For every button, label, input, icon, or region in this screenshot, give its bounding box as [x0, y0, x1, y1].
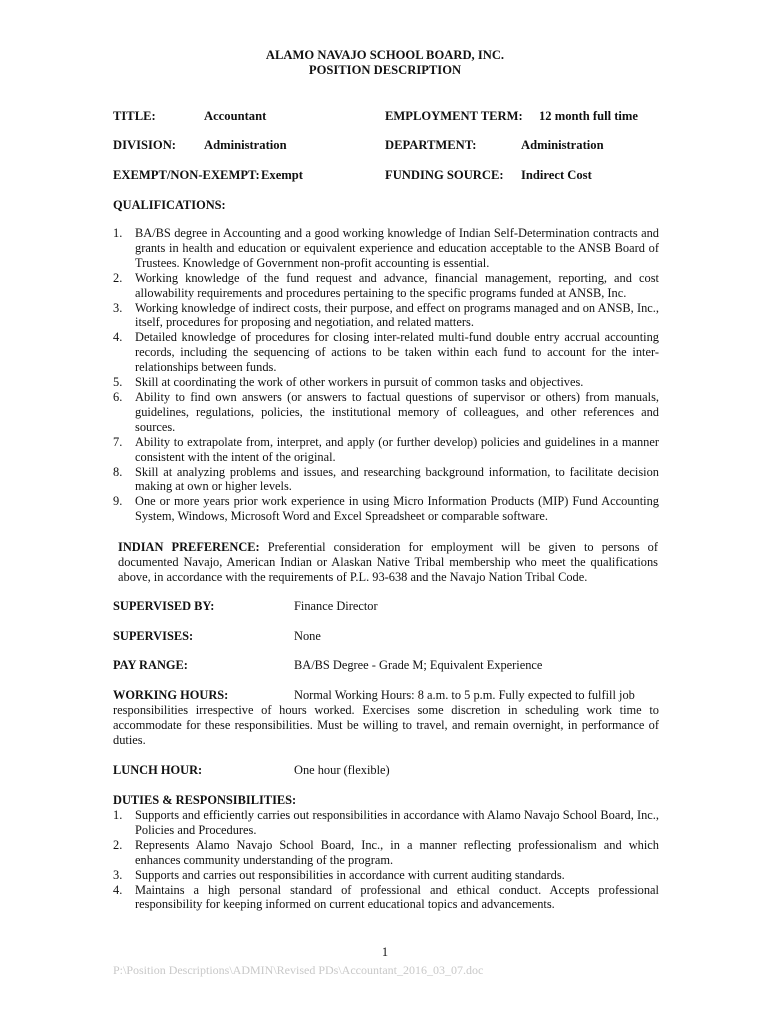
- document-type: POSITION DESCRIPTION: [308, 63, 462, 77]
- working-hours-text: responsibilities irrespective of hours worked. Exercises some discretion in scheduling work time to accommodate for these responsibilities. Must be willing to travel, and remain overnight, in performance of duties.: [113, 703, 659, 747]
- item-text: Working knowledge of indirect costs, their purpose, and effect on programs managed and on ANSB, Inc., itself, procedures for proposing and negotiation, and related matters.: [135, 300, 659, 330]
- indian-preference: [118, 540, 658, 585]
- indian-preference-label: INDIAN PREFERENCE:: [118, 540, 260, 554]
- pay-range-value: BA/BS Degree - Grade M; Equivalent Experience: [294, 658, 543, 672]
- footer-file-path: P:\Position Descriptions\ADMIN\Revised PDs\Accountant_2016_03_07.doc: [113, 963, 484, 977]
- list-item: [113, 375, 659, 390]
- list-item: [113, 494, 659, 524]
- item-number: 5.: [113, 375, 123, 390]
- list-item: [113, 301, 659, 331]
- working-hours-label: WORKING HOURS:: [113, 688, 229, 702]
- item-number: 4.: [113, 330, 123, 345]
- supervised-by-label: SUPERVISED BY:: [113, 599, 215, 613]
- item-text: Represents Alamo Navajo School Board, Inc., in a manner reflecting professionalism and which enhances community understanding of the program.: [135, 837, 659, 867]
- duties-list: [113, 808, 659, 912]
- duties-heading: DUTIES & RESPONSIBILITIES:: [113, 793, 297, 807]
- page-number: 1: [381, 945, 389, 959]
- item-text: Maintains a high personal standard of professional and ethical conduct. Accepts professional responsibility for keeping informed on current educational topics and advancements.: [135, 882, 659, 912]
- exempt-value: Exempt: [261, 168, 303, 182]
- working-hours-first-line: Normal Working Hours: 8 a.m. to 5 p.m. Fully expected to fulfill job: [294, 688, 635, 702]
- item-number: 3.: [113, 300, 123, 315]
- item-text: One or more years prior work experience in using Micro Information Products (MIP) Fund Accounting System, Windows, Microsoft Word and Excel Spreadsheet or comparable software.: [135, 494, 659, 524]
- supervises-row: [113, 629, 659, 645]
- division-value: Administration: [204, 138, 287, 152]
- item-number: 2.: [113, 270, 123, 285]
- item-number: 2.: [113, 837, 123, 852]
- lunch-hour-row: [113, 763, 659, 779]
- item-number: 9.: [113, 494, 123, 509]
- item-number: 1.: [113, 226, 123, 240]
- item-number: 7.: [113, 434, 123, 449]
- employment-term-label: EMPLOYMENT TERM:: [385, 109, 523, 123]
- title-value: Accountant: [204, 109, 267, 123]
- list-item: [113, 226, 659, 271]
- item-text: Skill at analyzing problems and issues, and researching background information, to facilitate decision making at own or higher levels.: [135, 464, 659, 494]
- supervised-by-value: Finance Director: [294, 599, 378, 613]
- item-text: Ability to find own answers (or answers to factual questions of supervisor or others) from manuals, guidelines, regulations, policies, the institutional memory of colleagues, and other references and sources.: [135, 389, 659, 434]
- employment-term-value: 12 month full time: [539, 109, 638, 123]
- list-item: [113, 271, 659, 301]
- qualifications-heading: QUALIFICATIONS:: [113, 198, 226, 212]
- list-item: [113, 390, 659, 435]
- list-item: [113, 808, 659, 838]
- item-number: 6.: [113, 389, 123, 404]
- qualifications-list: [113, 226, 659, 524]
- funding-source-label: FUNDING SOURCE:: [385, 168, 504, 182]
- list-item: [113, 330, 659, 375]
- supervises-label: SUPERVISES:: [113, 629, 194, 643]
- item-number: 3.: [113, 867, 123, 882]
- list-item: [113, 868, 659, 883]
- item-text: Skill at coordinating the work of other workers in pursuit of common tasks and objectives.: [135, 375, 584, 390]
- department-label: DEPARTMENT:: [385, 138, 477, 152]
- item-text: Working knowledge of the fund request and advance, financial management, reporting, and cost allowability requirements and procedures pertaining to the specific programs funded at ANSB, Inc.: [135, 270, 659, 300]
- exempt-label: EXEMPT/NON-EXEMPT:: [113, 168, 260, 182]
- funding-source-value: Indirect Cost: [521, 168, 592, 182]
- item-text: Ability to extrapolate from, interpret, and apply (or further develop) policies and guidelines in a manner consistent with the intent of the original.: [135, 434, 659, 464]
- title-label: TITLE:: [113, 109, 156, 123]
- lunch-hour-value: One hour (flexible): [294, 763, 390, 777]
- pay-range-label: PAY RANGE:: [113, 658, 188, 672]
- division-label: DIVISION:: [113, 138, 176, 152]
- list-item: [113, 838, 659, 868]
- department-value: Administration: [521, 138, 604, 152]
- supervises-value: None: [294, 629, 321, 643]
- working-hours-row: [113, 688, 659, 704]
- indian-preference-text: Preferential consideration for employment will be given to persons of documented Navajo, American Indian or Alaskan Native Tribal membership who meet the qualifications above, in accordance with the requirements of P.L. 93-638 and the Navajo Nation Tribal Code.: [118, 540, 658, 584]
- lunch-hour-label: LUNCH HOUR:: [113, 763, 203, 777]
- item-text: BA/BS degree in Accounting and a good working knowledge of Indian Self-Determination contracts and grants in health and education or equivalent experience and education acceptable to the ANSB Board of Trustees. Knowledge of Government non-profit accounting is essential.: [135, 226, 659, 270]
- item-number: 1.: [113, 808, 123, 822]
- item-text: Supports and efficiently carries out responsibilities in accordance with Alamo Navajo School Board, Inc., Policies and Procedures.: [135, 808, 659, 837]
- org-name: ALAMO NAVAJO SCHOOL BOARD, INC.: [265, 48, 505, 62]
- item-number: 8.: [113, 464, 123, 479]
- list-item: [113, 465, 659, 495]
- item-text: Detailed knowledge of procedures for closing inter-related multi-fund double entry accrual accounting records, including the sequencing of actions to be taken within each fund to account for the inter-relationships between funds.: [135, 330, 659, 375]
- item-number: 4.: [113, 882, 123, 897]
- list-item: [113, 883, 659, 913]
- pay-range-row: [113, 658, 659, 674]
- supervised-by-row: [113, 599, 659, 615]
- item-text: Supports and carries out responsibilities in accordance with current auditing standards.: [135, 867, 565, 882]
- list-item: [113, 435, 659, 465]
